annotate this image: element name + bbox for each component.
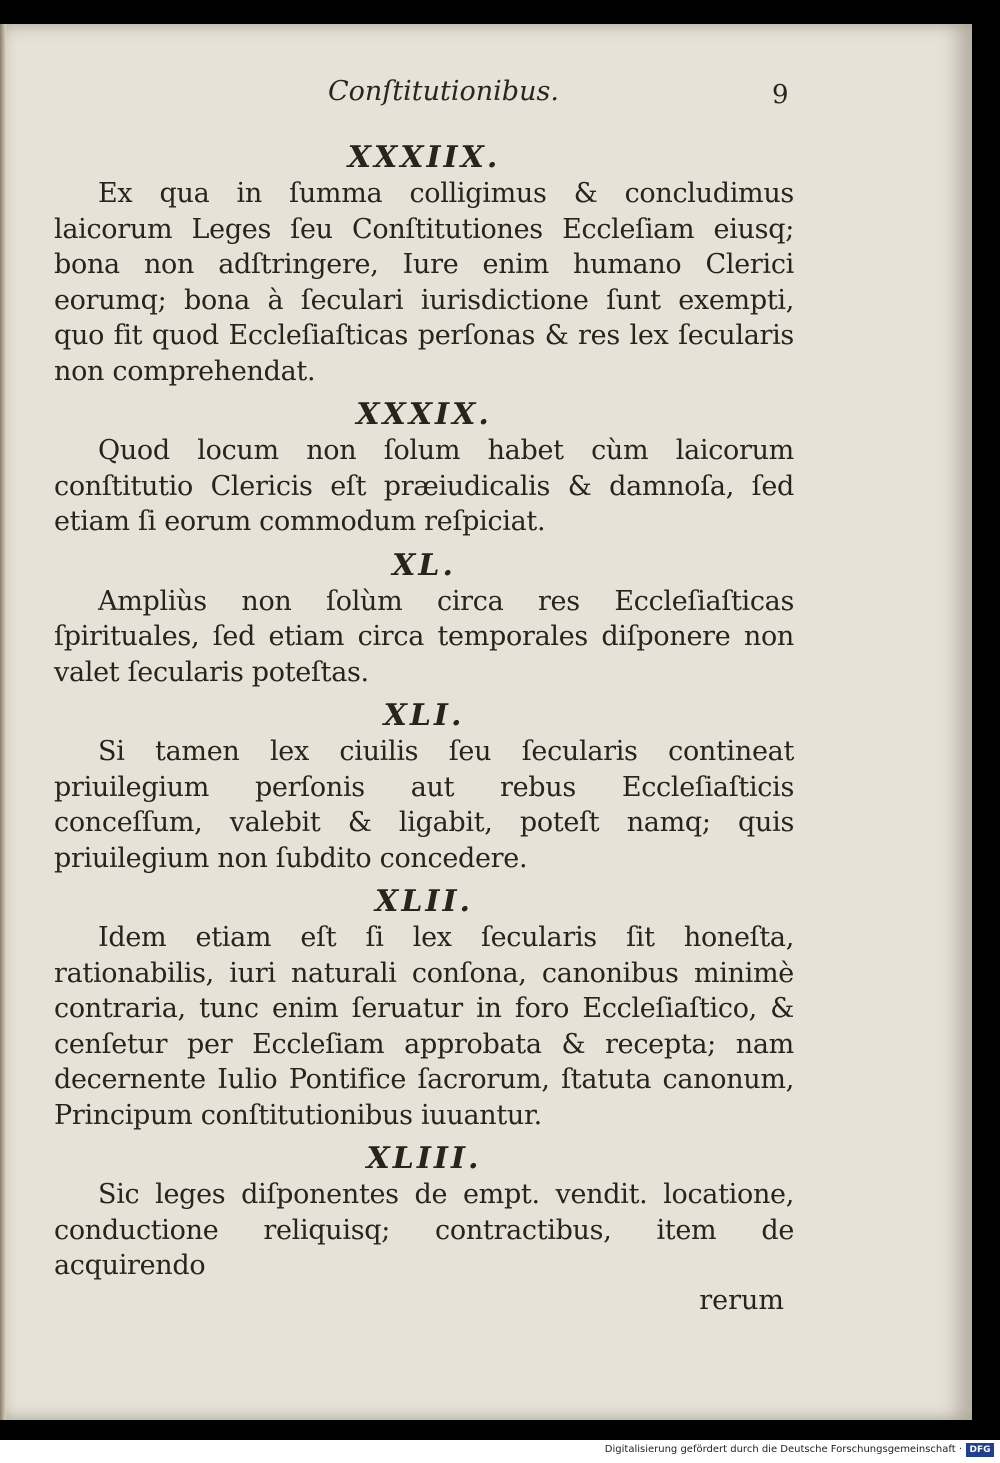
footer-bar — [0, 1440, 1000, 1463]
catchword: rerum — [699, 1284, 784, 1316]
funding-credit: Digitalisierung gefördert durch die Deutsche Forschungsgemeinschaft · — [604, 1444, 962, 1455]
running-head-title: Conſtitutionibus. — [328, 76, 559, 107]
running-head — [0, 76, 972, 116]
section-paragraph: Si tamen lex ciuilis ſeu ſecularis contineat priuilegium perſonis aut rebus Eccleſiaſticis conceſſum, valebit & ligabit, poteſt namq; quis priuilegium non ſubdito concedere. — [54, 736, 794, 874]
section-heading: XXXIX. — [356, 397, 492, 432]
section-paragraph: Sic leges diſponentes de empt. vendit. locatione, conductione reliquisq; contractibus, item de acquirendo — [54, 1179, 794, 1281]
section-heading: XLII. — [375, 884, 473, 919]
book-page — [0, 24, 972, 1420]
page-number: 9 — [772, 80, 789, 110]
section-heading: XL. — [392, 547, 456, 583]
section-heading: XLI. — [383, 698, 465, 733]
section-heading: XXXIIX. — [347, 140, 501, 175]
section-paragraph: Quod locum non ſolum habet cùm laicorum conſtitutio Clericis eſt præiudicalis & damnoſa, ſed etiam ſi eorum commodum reſpiciat. — [54, 435, 794, 537]
section-heading: XLIII. — [366, 1141, 482, 1176]
text-block — [54, 140, 794, 1318]
section-paragraph: Idem etiam eſt ſi lex ſecularis ſit honeſta, rationabilis, iuri naturali conſona, canonibus minimè contraria, tunc enim ſeruatur in foro Eccleſiaſtico, & cenſetur per Eccleſiam approbata & recepta; nam decernente Iulio Pontifice ſacrorum, ſtatuta canonum, Principum conſtitutionibus iuuantur. — [54, 922, 794, 1131]
section-paragraph: Ampliùs non ſolùm circa res Eccleſiaſticas ſpirituales, ſed etiam circa temporales diſponere non valet ſecularis poteſtas. — [54, 585, 794, 688]
dfg-logo-icon: DFG — [966, 1443, 994, 1457]
section-paragraph: Ex qua in ſumma colligimus & concludimus laicorum Leges ſeu Conſtitutiones Eccleſiam eiusq; bona non adſtringere, Iure enim humano Clerici eorumq; bona à ſeculari iurisdictione ſunt exempti, quo fit quod Eccleſiaſticas perſonas & res lex ſecularis non comprehendat. — [54, 178, 794, 387]
